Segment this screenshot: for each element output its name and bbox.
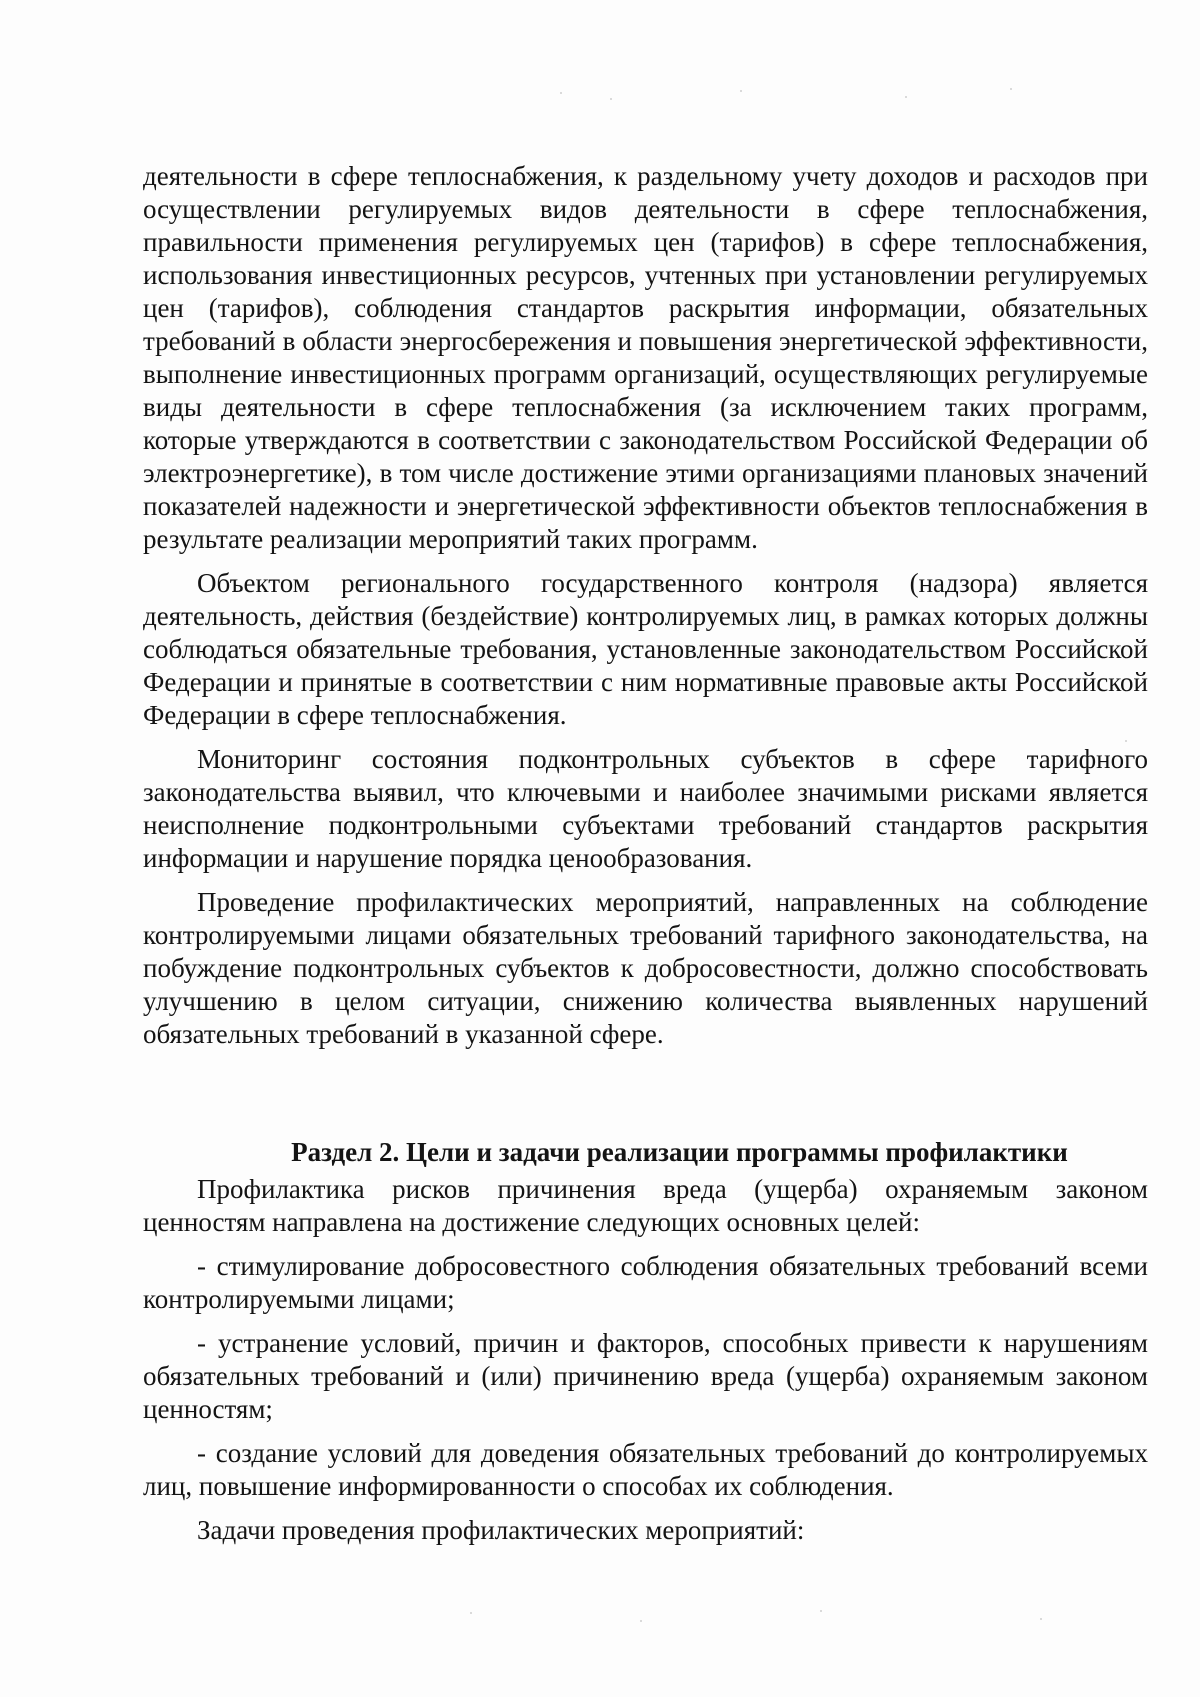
body-text-part-2	[143, 1173, 1148, 1547]
paragraph-monitoring: Мониторинг состояния подконтрольных субъектов в сфере тарифного законодательства выявил, что ключевыми и наиболее значимыми рисками является неисполнение подконтрольными субъектами требований стандартов раскрытия информации и нарушение порядка ценообразования.	[143, 744, 1148, 873]
body-text-part-1	[143, 160, 1148, 1051]
scan-speck	[610, 98, 612, 100]
paragraph-goals-intro: Профилактика рисков причинения вреда (ущерба) охраняемым законом ценностям направлена на достижение следующих основных целей:	[143, 1174, 1148, 1237]
goal-item-1: - стимулирование добросовестного соблюдения обязательных требований всеми контролируемыми лицами;	[143, 1251, 1148, 1314]
paragraph-control-object: Объектом регионального государственного контроля (надзора) является деятельность, действия (бездействие) контролируемых лиц, в рамках которых должны соблюдаться обязательные требования, установленные законодательством Российской Федерации и принятые в соответствии с ним нормативные правовые акты Российской Федерации в сфере теплоснабжения.	[143, 568, 1148, 730]
goal-item-2: - устранение условий, причин и факторов, способных привести к нарушениям обязательных требований и (или) причинению вреда (ущерба) охраняемым законом ценностям;	[143, 1328, 1148, 1424]
paragraph-continued: деятельности в сфере теплоснабжения, к раздельному учету доходов и расходов при осуществлении регулируемых видов деятельности в сфере теплоснабжения, правильности применения регулируемых цен (тарифов) в сфере теплоснабжения, использования инвестиционных ресурсов, учтенных при установлении регулируемых цен (тарифов), соблюдения стандартов раскрытия информации, обязательных требований в области энергосбережения и повышения энергетической эффективности, выполнение инвестиционных программ организаций, осуществляющих регулируемые виды деятельности в сфере теплоснабжения (за исключением таких программ, которые утверждаются в соответствии с законодательством Российской Федерации об электроэнергетике), в том числе достижение этими организациями плановых значений показателей надежности и энергетической эффективности объектов теплоснабжения в результате реализации мероприятий таких программ.	[143, 161, 1148, 554]
goal-item-3: - создание условий для доведения обязательных требований до контролируемых лиц, повышение информированности о способах их соблюдения.	[143, 1438, 1148, 1501]
scan-speck	[1010, 88, 1012, 90]
scan-speck	[640, 1620, 642, 1622]
scan-speck	[740, 90, 742, 92]
scan-speck	[820, 1610, 822, 1612]
paragraph-prevention: Проведение профилактических мероприятий, направленных на соблюдение контролируемыми лицами обязательных требований тарифного законодательства, на побуждение подконтрольных субъектов к добросовестности, должно способствовать улучшению в целом ситуации, снижению количества выявленных нарушений обязательных требований в указанной сфере.	[143, 887, 1148, 1049]
scan-speck	[905, 96, 907, 98]
scan-speck	[1040, 1618, 1042, 1620]
scan-speck	[470, 1612, 472, 1614]
paragraph-tasks-intro: Задачи проведения профилактических мероприятий:	[197, 1515, 805, 1545]
scan-speck	[560, 92, 562, 94]
section-2-heading: Раздел 2. Цели и задачи реализации программы профилактики	[291, 1137, 1068, 1167]
scan-speck	[1125, 740, 1127, 742]
